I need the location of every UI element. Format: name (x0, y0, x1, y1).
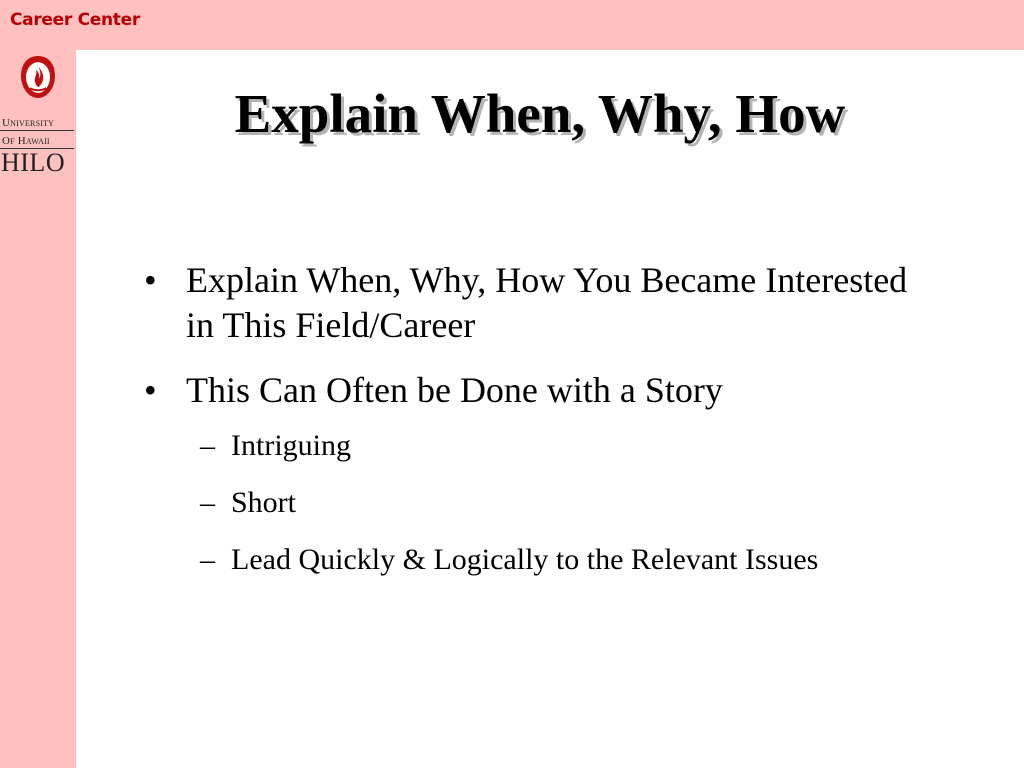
hilo-wordmark: HILO (1, 148, 66, 177)
career-center-label: Career Center (10, 10, 140, 30)
bullet-marker: • (144, 260, 157, 300)
university-line: University (0, 117, 74, 131)
sub-bullet-item (140, 423, 940, 468)
bullet-marker: • (144, 370, 157, 410)
sub-bullet-text: Short (231, 486, 297, 519)
sub-bullet-marker: – (200, 429, 215, 462)
sidebar-band (0, 0, 76, 768)
sub-bullet-marker: – (200, 486, 215, 519)
sub-bullet-text: Intriguing (231, 429, 351, 462)
header-band (0, 0, 1024, 50)
sub-bullet-text: Lead Quickly & Logically to the Relevant Issues (231, 543, 819, 576)
university-wordmark (0, 117, 76, 176)
bullet-text: This Can Often be Done with a Story (186, 370, 723, 410)
flame-crest-icon (19, 54, 57, 100)
sub-bullet-item (140, 480, 940, 525)
of-hawaii-line: Of Hawaii (0, 135, 74, 149)
sub-bullet-marker: – (200, 543, 215, 576)
slide-title: Explain When, Why, How (234, 83, 846, 144)
sub-bullet-item (140, 537, 940, 582)
slide-body (140, 258, 940, 594)
bullet-item (140, 258, 940, 348)
bullet-text: Explain When, Why, How You Became Interested in This Field/Career (186, 260, 908, 345)
bullet-item (140, 368, 940, 413)
